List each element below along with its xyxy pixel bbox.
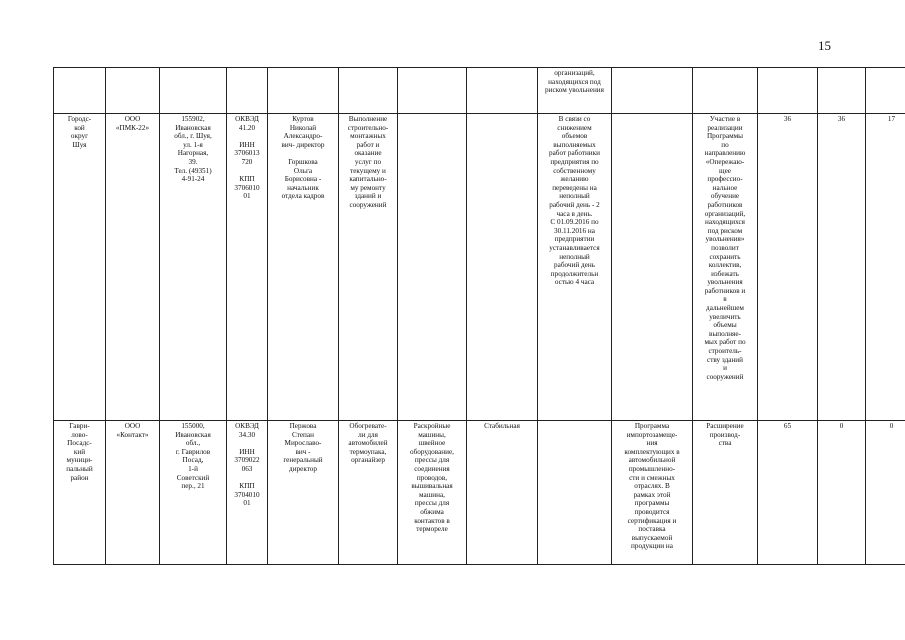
table-cell — [818, 68, 866, 114]
page-number: 15 — [818, 38, 831, 53]
table-cell — [612, 68, 693, 114]
table-cell — [54, 68, 106, 114]
table-cell — [227, 68, 268, 114]
organization-cell: ООО «Контакт» — [106, 421, 160, 565]
activity-cell: Обогревате- ли для автомобилей термоупака, органайзер — [339, 421, 398, 565]
municipality-cell: Городс- кой округ Шуя — [54, 114, 106, 421]
table-row — [54, 68, 905, 114]
table-cell — [339, 68, 398, 114]
table-cell — [398, 68, 467, 114]
participation-cell: Участие в реализации Программы по направлению «Опережаю- щее профессио- нальное обучение работников организаций, находящихся под риском увольнения» позволит сохранить коллектив, избежать увольнения работников и в дальнейшем увеличить объемы выполняе- мых работ по строитель- ству зданий и сооружений — [693, 114, 758, 421]
number-cell: 36 — [818, 114, 866, 421]
activity-cell: Выполнение строительно- монтажных работ и оказание услуг по текущему и капитально- му ремонту зданий и сооружений — [339, 114, 398, 421]
situation-cell — [538, 421, 612, 565]
equipment-cell — [398, 114, 467, 421]
number-cell: 0 — [866, 421, 905, 565]
programs-cell — [612, 114, 693, 421]
table-row — [54, 421, 905, 565]
contact-person-cell: Пержова Степан Мирославо- вич - генеральный директор — [268, 421, 339, 565]
contact-person-cell: Куртов Николай Александро- вич- директор Горшкова Ольга Борисовна - начальник отдела кадров — [268, 114, 339, 421]
number-cell: 65 — [758, 421, 818, 565]
state-cell — [467, 114, 538, 421]
number-cell: 0 — [818, 421, 866, 565]
table-cell — [106, 68, 160, 114]
table-row — [54, 114, 905, 421]
table-cell — [866, 68, 905, 114]
number-cell: 36 — [758, 114, 818, 421]
municipality-cell: Гаври- лово- Посадс- кий муници- пальный район — [54, 421, 106, 565]
address-cell: 155000, Ивановская обл., г. Гаврилов Посад, 1-й Советский пер., 21 — [160, 421, 227, 565]
table-cell — [160, 68, 227, 114]
equipment-cell: Раскройные машины, швейное оборудование, прессы для соединения проводов, вышивальная машина, прессы для обжима контактов в термореле — [398, 421, 467, 565]
table-cell — [758, 68, 818, 114]
table-cell — [467, 68, 538, 114]
table-cell: организаций, находящихся под риском увольнения — [538, 68, 612, 114]
codes-cell: ОКВЭД 34.30 ИНН 3709022 063 КПП 3704010 01 — [227, 421, 268, 565]
participation-cell: Расширение производ- ства — [693, 421, 758, 565]
organization-cell: ООО «ПМК-22» — [106, 114, 160, 421]
table-cell — [268, 68, 339, 114]
table-cell — [693, 68, 758, 114]
codes-cell: ОКВЭД 41.20 ИНН 3706013 720 КПП 3706010 01 — [227, 114, 268, 421]
programs-cell: Программа импортозамеще- ния комплектующих в автомобильной промышленно- сти и смежных отраслях. В рамках этой программы проводится сертификация и поставка выпускаемой продукции на — [612, 421, 693, 565]
data-table — [53, 67, 905, 565]
number-cell: 17 — [866, 114, 905, 421]
address-cell: 155902, Ивановская обл., г. Шуя, ул. 1-я Нагорная, 39. Тел. (49351) 4-91-24 — [160, 114, 227, 421]
state-cell: Стабильная — [467, 421, 538, 565]
situation-cell: В связи со снижением объемов выполняемых работ работники предприятия по собственному желанию переведены на неполный рабочий день - 2 часа в день. С 01.09.2016 по 30.11.2016 на предприятии устанавливается неполный рабочий день продолжительн остью 4 часа — [538, 114, 612, 421]
